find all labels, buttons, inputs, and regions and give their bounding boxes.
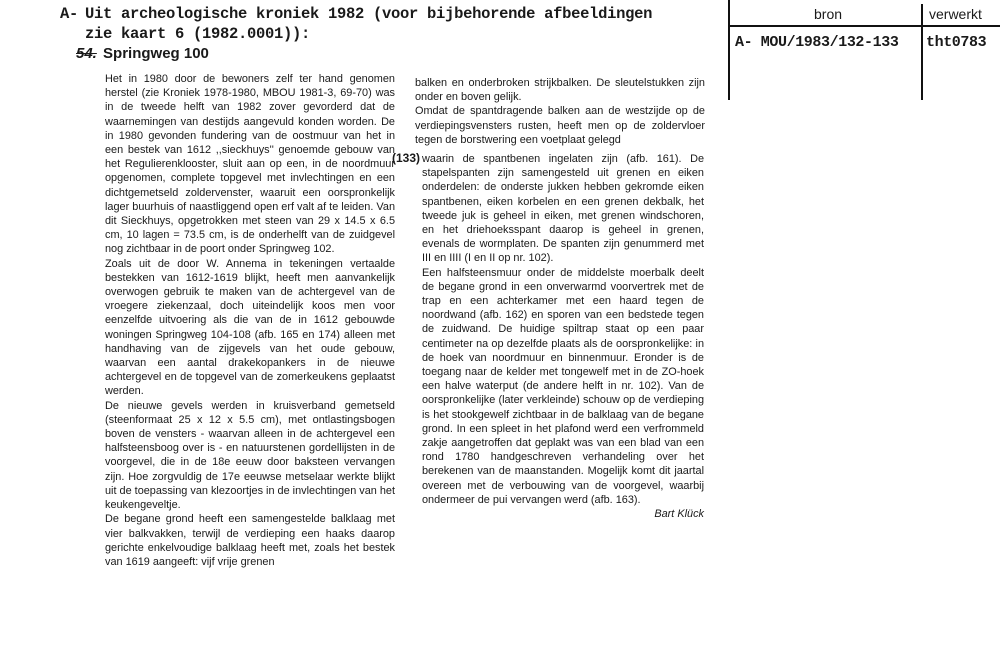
- article-left-column: [105, 72, 395, 569]
- table-cell-verwerkt: tht0783: [926, 34, 987, 51]
- article-title-text: Springweg 100: [103, 45, 209, 62]
- table-header-rule: [728, 25, 1000, 27]
- article-number: 54.: [76, 45, 97, 62]
- article-title: [76, 45, 209, 62]
- table-column-divider: [921, 4, 923, 100]
- paragraph: Een halfsteensmuur onder de middelste moerbalk deelt de begane grond in een onverwarmd voorvertrek met de trap en een achterkamer met een haard tegen de noordwand (afb. 162) en sporen van een bedstede tegen de zuidwand. De huidige spiltrap staat op een paar centimeter na op dezelfde plaats als de oorspronkelijke: in de hoek van noordmuur en binnenmuur. Eronder is de toegang naar de kelder met tongewelf met in de ZO-hoek een halve waterput (de andere helft in nr. 102). Van de oorspronkelijke (later verkleinde) schouw op de verdieping is het stookgewelf zichtbaar in de balklaag van de begane grond. In een spleet in het plafond werd een verfrommeld zakje aangetroffen dat geplakt was van een blad van een rond 1780 handgeschreven verhandeling over het berekenen van de maanstanden. Mogelijk komt dit jaartal overeen met de verbouwing van de voorgevel, waarbij ondermeer de pui vervangen werd (afb. 163).: [422, 266, 704, 506]
- header-line-2: zie kaart 6 (1982.0001)):: [85, 25, 311, 43]
- table-header-verwerkt: verwerkt: [929, 6, 982, 22]
- article-right-column-top: [415, 76, 705, 147]
- table-header-bron: bron: [814, 6, 843, 22]
- source-table: [728, 0, 1000, 100]
- page-marker: (133): [392, 151, 421, 165]
- table-cell-bron: A- MOU/1983/132-133: [735, 34, 899, 51]
- table-border-left: [728, 0, 730, 100]
- header-prefix: A-: [60, 5, 79, 23]
- paragraph: Het in 1980 door de bewoners zelf ter hand genomen herstel (zie Kroniek 1978-1980, MBOU 1981-3, 69-70) was in de tweede helft van 1982 zover gevorderd dat de waarnemingen van destijds aangevuld konden worden. De in 1980 gevonden fundering van de oostmuur van het in een bestek van 1612 ,,sieckhuys'' genoemde gebouw van het Regulierenklooster, sluit aan op een, in de noordmuur opgenomen, complete topgevel met invlechtingen en een dichtgemetseld zoldervenster, waaruit een oorspronkelijk lager buurhuis of naastliggend open erf valt af te leiden. Van dit Sieckhuys, opgetrokken met steen van 29 x 14.5 x 6.5 cm, 10 lagen = 73.5 cm, is de onderhelft van de zuidgevel nog zichtbaar in de poort onder Springweg 102.: [105, 73, 395, 256]
- paragraph: Omdat de spantdragende balken aan de westzijde op de verdiepingsvensters rusten, heeft men op de zoldervloer tegen de borstwering een voetplaat gelegd: [415, 105, 705, 146]
- paragraph: De begane grond heeft een samengestelde balklaag met vier balkvakken, terwijl de verdieping een haaks daarop gerichte enkelvoudige balklaag heeft met, zoals het bestek van 1619 aangeeft: vijf vrije grenen: [105, 513, 395, 568]
- article-right-column-bottom: [422, 152, 704, 521]
- paragraph: balken en onderbroken strijkbalken. De sleutelstukken zijn onder en boven gelijk.: [415, 77, 705, 104]
- paragraph: Zoals uit de door W. Annema in tekeningen vertaalde bestekken van 1612-1619 blijkt, heeft men aanvankelijk overwogen gebruik te maken van de achtergevel van de vroegere ziekenzaal, doch uiteindelijk koos men voor eenzelfde uitvoering als die van de in 1612 gebouwde woningen Springweg 104-108 (afb. 165 en 174) alleen met handhaving van de zijgevels van het oude gebouw, waarvan een aantal drakekopankers in de nieuwe achtergevel en de topgevel van de zomerkeukens geplaatst werden.: [105, 257, 395, 398]
- paragraph: De nieuwe gevels werden in kruisverband gemetseld (steenformaat 25 x 12 x 5.5 cm), met ontlastingsbogen boven de vensters - waarvan alleen in de achtergevel een halfsteensboog over is - en natuurstenen gordellijsten in de voorgevel, die in de 18e eeuw door baksteen vervangen zijn. Hoe zorgvuldig de 17e eeuwse metselaar werkte blijkt uit de toepassing van klezoortjes in de invlechtingen van het keukengeveltje.: [105, 399, 396, 512]
- author-signature: Bart Klück: [654, 508, 704, 521]
- header-line-1: Uit archeologische kroniek 1982 (voor bijbehorende afbeeldingen: [85, 5, 653, 23]
- paragraph: waarin de spantbenen ingelaten zijn (afb. 161). De stapelspanten zijn samengesteld uit grenen en eiken onderdelen: de onderste jukken hebben gekromde eiken spantbenen, eiken korbelen en een grenen dekbalk, het tweede juk is geheel in eiken, met grenen windschoren, en het driehoeksspant daarop is geheel in grenen, evenals de wormplaten. De spanten zijn genummerd met III en IIII (I en II op nr. 102).: [422, 153, 704, 265]
